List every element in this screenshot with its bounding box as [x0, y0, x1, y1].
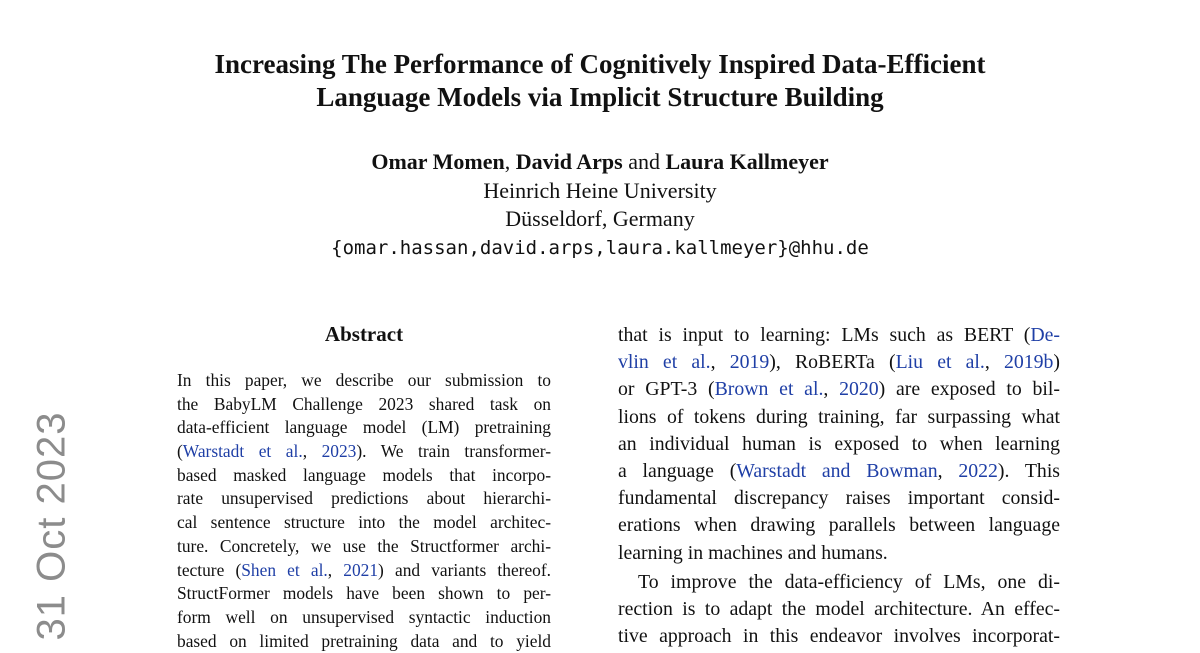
paper-title	[100, 48, 1100, 114]
author-name: David Arps	[515, 149, 623, 174]
abstract-text	[177, 369, 551, 653]
text-line	[618, 404, 1060, 431]
text-line	[618, 376, 1060, 403]
text-line	[177, 630, 551, 653]
text-run: ,	[937, 459, 959, 482]
author-names	[100, 148, 1100, 177]
text-run: form well on unsupervised syntactic induction	[177, 606, 551, 627]
text-run: To improve the data-efficiency of LMs, one di-	[638, 570, 1060, 593]
author-name: Omar Momen	[371, 149, 505, 174]
text-line	[177, 511, 551, 535]
text-run: erations when drawing parallels between language	[618, 514, 1060, 537]
location: Düsseldorf, Germany	[505, 206, 695, 231]
text-run: that is input to learning: LMs such as BERT (	[618, 324, 1031, 346]
text-line	[177, 369, 551, 393]
body-text-column	[618, 322, 1060, 650]
text-run: ). This	[997, 459, 1061, 482]
text-run: the BabyLM Challenge 2023 shared task on	[177, 393, 551, 414]
text-run: StructFormer models have been shown to per-	[177, 583, 551, 604]
text-line	[618, 485, 1060, 512]
text-line	[618, 623, 1060, 650]
abstract-heading: Abstract	[324, 322, 404, 346]
citation-link[interactable]: De-	[1030, 324, 1060, 346]
text-run: )	[1053, 351, 1061, 374]
citation-link[interactable]: Shen et al.	[241, 559, 328, 580]
text-run: In this paper, we describe our submission to	[177, 370, 551, 390]
text-run: or GPT-3 (	[618, 378, 715, 401]
text-run: ), RoBERTa (	[769, 351, 896, 374]
text-run: ) and variants thereof.	[378, 559, 552, 580]
text-line	[618, 458, 1060, 485]
citation-link[interactable]: 2019b	[1003, 351, 1054, 374]
text-run: ). We train transformer-	[356, 441, 551, 462]
text-run: data-efficient language model (LM) pretraining	[177, 417, 551, 438]
text-run: based masked language models that incorpo-	[177, 464, 551, 485]
text-line	[177, 487, 551, 511]
text-line	[618, 322, 1060, 349]
arxiv-date: 31 Oct 2023	[29, 411, 74, 641]
text-run: (	[177, 441, 183, 462]
text-run: an individual human is exposed to when learning	[618, 432, 1060, 455]
text-line	[177, 606, 551, 630]
text-line	[177, 393, 551, 417]
citation-link[interactable]: vlin et al.	[618, 351, 711, 374]
text-line	[177, 535, 551, 559]
text-line	[618, 512, 1060, 539]
text-line	[177, 582, 551, 606]
text-line	[177, 416, 551, 440]
email-address: {omar.hassan,david.arps,laura.kallmeyer}@hhu.de	[331, 236, 869, 259]
author-separator: ,	[504, 149, 516, 174]
text-run: tive approach in this endeavor involves incorporat-	[618, 625, 1060, 648]
text-line	[177, 440, 551, 464]
text-run: ,	[710, 351, 730, 374]
text-run: learning in machines and humans.	[618, 541, 888, 564]
text-run: ,	[823, 378, 840, 401]
arxiv-sidebar-stamp	[29, 411, 74, 641]
citation-link[interactable]: Warstadt and Bowman	[736, 459, 938, 482]
text-run: a language (	[618, 459, 737, 482]
text-run: ) are exposed to bil-	[878, 378, 1060, 401]
citation-link[interactable]: 2022	[958, 459, 998, 482]
text-run: rection is to adapt the model architecture. An effec-	[618, 597, 1060, 620]
citation-link[interactable]: Warstadt et al.	[182, 441, 303, 462]
text-run: ture. Concretely, we use the Structformer archi-	[177, 535, 551, 556]
text-line	[177, 559, 551, 583]
text-run: fundamental discrepancy raises important consid-	[618, 487, 1060, 510]
author-separator: and	[622, 149, 666, 174]
citation-link[interactable]: 2023	[321, 441, 357, 462]
citation-link[interactable]: 2020	[839, 378, 879, 401]
text-run: tecture (	[177, 559, 242, 580]
text-run: ,	[327, 559, 344, 580]
text-run: rate unsupervised predictions about hierarchi-	[177, 488, 551, 509]
affiliation: Heinrich Heine University	[483, 177, 717, 203]
citation-link[interactable]: 2019	[729, 351, 770, 374]
text-run: ,	[984, 351, 1004, 374]
citation-link[interactable]: Brown et al.	[714, 378, 824, 401]
author-name: Laura Kallmeyer	[665, 149, 829, 174]
text-line	[177, 464, 551, 488]
title-line: Language Models via Implicit Structure Building	[316, 82, 884, 112]
text-line	[618, 569, 1060, 596]
text-line	[618, 431, 1060, 458]
title-line: Increasing The Performance of Cognitively Inspired Data-Efficient	[214, 49, 986, 79]
citation-link[interactable]: 2021	[343, 559, 379, 580]
citation-link[interactable]: Liu et al.	[895, 351, 985, 374]
text-run: cal sentence structure into the model architec-	[177, 512, 551, 533]
text-run: lions of tokens during training, far surpassing what	[618, 405, 1060, 428]
text-run: ,	[302, 441, 322, 462]
text-line	[618, 540, 1060, 567]
text-line	[618, 349, 1060, 376]
author-block	[100, 148, 1100, 262]
text-run: based on limited pretraining data and to yield	[177, 630, 551, 651]
text-line	[618, 596, 1060, 623]
